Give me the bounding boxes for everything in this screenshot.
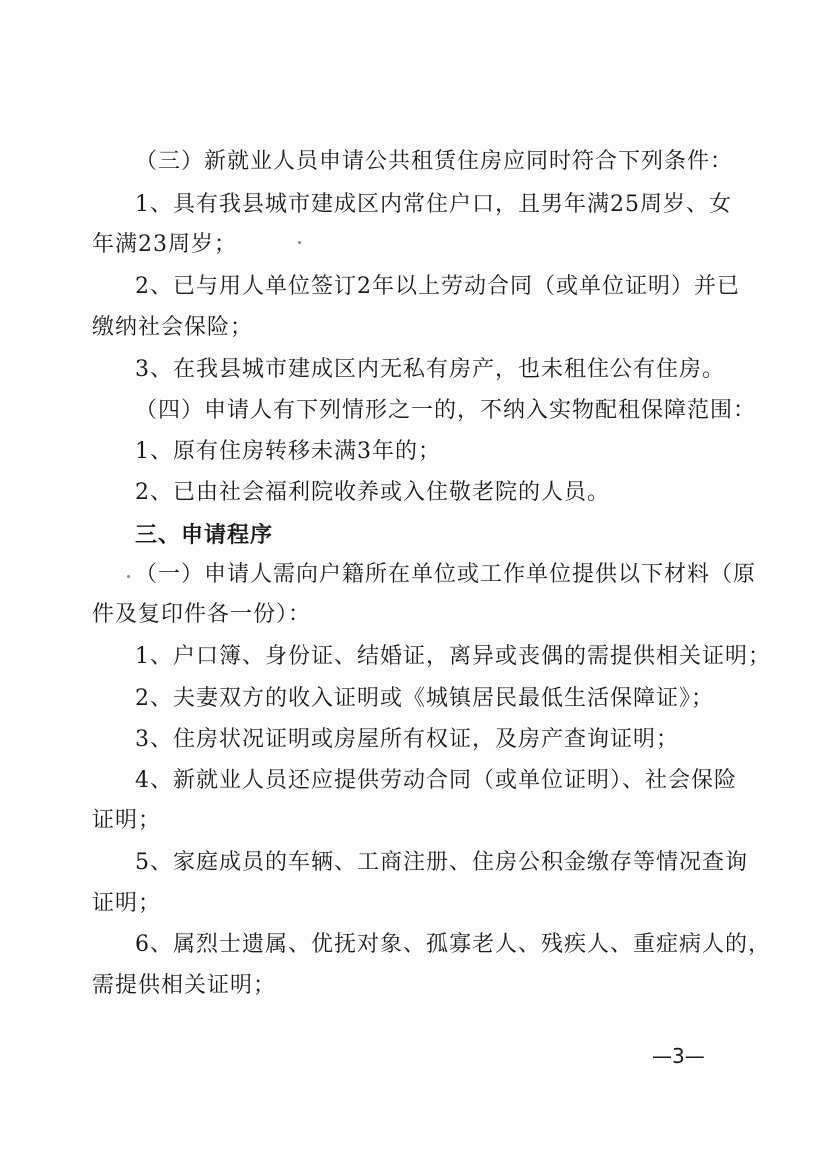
paragraph-condition-3-heading: （三）新就业人员申请公共租赁住房应同时符合下列条件： <box>135 149 734 174</box>
paragraph-item: 4、新就业人员还应提供劳动合同（或单位证明）、社会保险 <box>135 768 737 793</box>
paragraph-condition-4-heading: （四）申请人有下列情形之一的，不纳入实物配租保障范围： <box>135 398 757 423</box>
paragraph-continuation: 件及复印件各一份）： <box>92 602 312 627</box>
page-number: —3— <box>652 1044 705 1068</box>
paragraph-continuation: 需提供相关证明； <box>92 973 277 998</box>
paragraph-item: 5、家庭成员的车辆、工商注册、住房公积金缴存等情况查询 <box>135 850 748 875</box>
paragraph-item: 1、具有我县城市建成区内常住户口，且男年满25周岁、女 <box>135 192 732 217</box>
paragraph-continuation: 年满23周岁； <box>92 232 237 257</box>
paragraph-item: 3、在我县城市建成区内无私有房产，也未租住公有住房。 <box>135 357 725 382</box>
paragraph-item: 2、已由社会福利院收养或入住敬老院的人员。 <box>135 480 610 505</box>
paragraph-item: 6、属烈士遗属、优抚对象、孤寡老人、残疾人、重症病人的， <box>135 932 771 957</box>
scan-speck <box>298 241 301 244</box>
paragraph-item: 1、户口簿、身份证、结婚证，离异或丧偶的需提供相关证明； <box>135 644 771 669</box>
paragraph-procedure-1: （一）申请人需向户籍所在单位或工作单位提供以下材料（原 <box>135 562 757 587</box>
paragraph-item: 1、原有住房转移未满3年的； <box>135 439 441 464</box>
scan-speck <box>127 575 130 578</box>
paragraph-continuation: 缴纳社会保险； <box>92 315 254 340</box>
paragraph-continuation: 证明； <box>92 808 162 833</box>
paragraph-continuation: 证明； <box>92 891 162 916</box>
section-heading: 三、申请程序 <box>135 522 274 548</box>
paragraph-item: 3、住房状况证明或房屋所有权证，及房产查询证明； <box>135 727 679 752</box>
paragraph-item: 2、已与用人单位签订2年以上劳动合同（或单位证明）并已 <box>135 274 740 299</box>
paragraph-item: 2、夫妻双方的收入证明或《城镇居民最低生活保障证》； <box>135 686 714 711</box>
